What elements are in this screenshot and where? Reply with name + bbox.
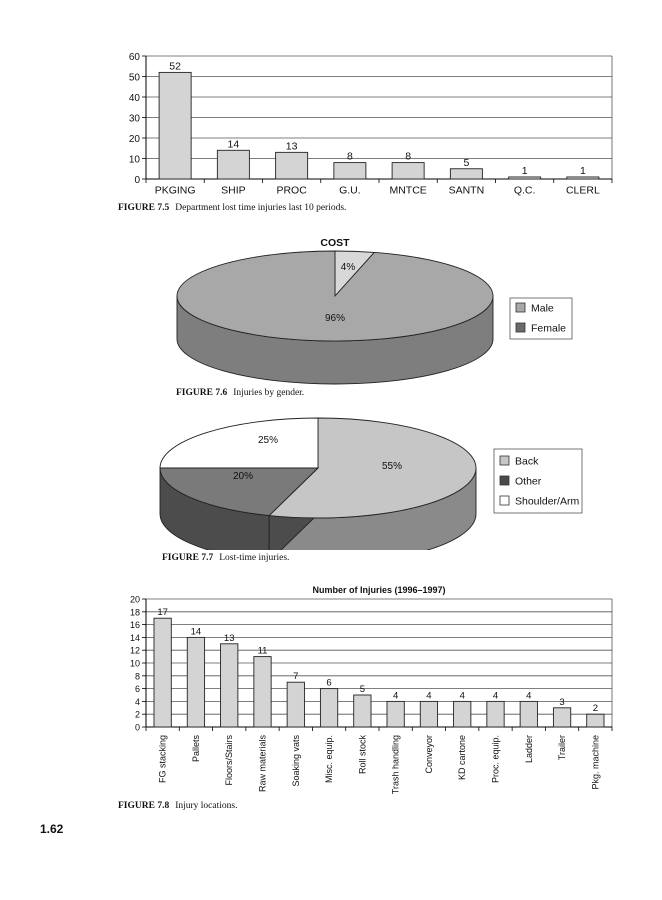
legend-label: Shoulder/Arm: [515, 495, 580, 508]
bar-value-label: 5: [359, 684, 366, 695]
legend-swatch: [500, 476, 509, 485]
pie-slice: [177, 251, 493, 341]
legend-swatch: [500, 456, 509, 465]
y-tick-label: 14: [129, 632, 140, 643]
bar: [450, 169, 482, 179]
bar: [587, 714, 604, 727]
chart-title: COST: [320, 237, 350, 249]
bar-value-label: 14: [190, 626, 202, 638]
x-category-label: FG stacking: [157, 735, 168, 784]
bar: [392, 163, 424, 179]
bar: [320, 689, 337, 727]
x-category-label: KD cartone: [457, 735, 468, 781]
x-category-label: Pallets: [190, 735, 201, 763]
bar: [221, 644, 238, 727]
y-tick-label: 10: [128, 154, 140, 166]
bar: [487, 701, 504, 727]
y-tick-label: 0: [134, 722, 140, 733]
y-tick-label: 30: [128, 113, 140, 125]
legend-swatch: [500, 496, 509, 505]
pie-slice-label: 4%: [340, 262, 356, 273]
pie-slice-label: 96%: [324, 313, 346, 324]
y-tick-label: 20: [129, 594, 140, 605]
y-tick-label: 0: [134, 175, 140, 186]
bar: [420, 701, 437, 727]
pie-slice-label: 20%: [232, 471, 254, 482]
x-category-label: Ladder: [523, 735, 534, 764]
x-category-label: PKGING: [154, 184, 196, 197]
bar: [387, 701, 404, 727]
bar: [454, 701, 471, 727]
x-category-label: Proc. equip.: [490, 735, 501, 784]
bar: [553, 708, 570, 727]
bar-value-label: 5: [463, 156, 470, 169]
bar-value-label: 13: [223, 632, 235, 644]
bar: [509, 177, 541, 179]
legend-label: Male: [531, 302, 554, 315]
figure-7-8-caption: [118, 801, 237, 811]
chart-title: Number of Injuries (1996–1997): [312, 585, 446, 595]
x-category-label: G.U.: [339, 184, 361, 197]
figure-7-6-label: FIGURE 7.6: [176, 388, 228, 398]
figure-7-5-text: Department lost time injuries last 10 periods.: [175, 203, 347, 213]
y-tick-label: 60: [128, 52, 140, 63]
x-category-label: Pkg. machine: [590, 735, 601, 790]
x-category-label: SANTN: [448, 184, 485, 197]
figure-7-5-label: FIGURE 7.5: [118, 203, 170, 213]
figure-7-6-caption: [176, 388, 304, 398]
bar: [217, 150, 249, 179]
bar-value-label: 2: [592, 703, 599, 715]
figure-7-8-text: Injury locations.: [175, 801, 238, 811]
bar: [254, 657, 271, 727]
bar-value-label: 11: [257, 645, 268, 657]
bar: [154, 618, 171, 727]
bar: [567, 177, 599, 179]
x-category-label: MNTCE: [389, 184, 427, 197]
bar: [187, 637, 204, 727]
y-tick-label: 8: [134, 671, 140, 682]
legend-swatch: [516, 303, 525, 312]
pie-slice-label: 25%: [257, 435, 279, 446]
x-category-label: Raw materials: [257, 735, 268, 793]
department-injuries-bar-chart: [0, 0, 662, 200]
bar: [159, 72, 191, 179]
y-tick-label: 16: [129, 620, 140, 631]
bar-value-label: 4: [459, 690, 465, 702]
y-tick-label: 10: [129, 658, 140, 669]
x-category-label: CLERL: [565, 184, 600, 197]
bar-value-label: 8: [405, 150, 412, 163]
y-tick-label: 50: [128, 72, 140, 84]
bar: [276, 152, 308, 179]
figure-7-7-label: FIGURE 7.7: [162, 553, 214, 563]
x-category-label: Q.C.: [513, 184, 536, 197]
bar-value-label: 3: [559, 696, 565, 708]
bar: [520, 701, 537, 727]
x-category-label: Soaking vats: [290, 735, 301, 787]
legend-label: Back: [515, 455, 539, 468]
injury-locations-bar-chart: [0, 580, 662, 800]
bar-value-label: 17: [157, 607, 168, 619]
x-category-label: Conveyor: [423, 735, 434, 774]
y-tick-label: 18: [129, 607, 140, 618]
x-category-label: Trailer: [557, 735, 568, 761]
y-tick-label: 20: [128, 134, 140, 145]
x-category-label: Misc. equip.: [324, 735, 335, 784]
bar-value-label: 13: [285, 140, 298, 153]
bar-value-label: 1: [579, 164, 586, 177]
page-number: 1.62: [40, 822, 64, 836]
figure-7-8-label: FIGURE 7.8: [118, 801, 170, 811]
lost-time-injuries-pie-chart: [0, 405, 662, 550]
y-tick-label: 12: [129, 645, 140, 656]
figure-7-6-text: Injuries by gender.: [233, 388, 305, 398]
legend-label: Female: [531, 322, 567, 335]
bar-value-label: 14: [227, 138, 240, 151]
bar-value-label: 4: [526, 690, 532, 702]
legend-label: Other: [515, 475, 542, 488]
x-category-label: Floors/Stairs: [224, 735, 235, 786]
figure-7-5-caption: [118, 203, 346, 213]
x-category-label: PROC: [276, 184, 307, 197]
bar: [354, 695, 371, 727]
pie-slice: [160, 418, 318, 468]
y-tick-label: 2: [134, 709, 140, 720]
bar-value-label: 6: [326, 677, 332, 689]
bar-value-label: 7: [293, 671, 299, 683]
x-category-label: SHIP: [221, 184, 246, 197]
bar: [334, 163, 366, 179]
y-tick-label: 6: [134, 684, 140, 695]
bar-value-label: 1: [521, 164, 528, 177]
bar-value-label: 8: [346, 150, 353, 163]
bar-value-label: 4: [492, 690, 499, 702]
x-category-label: Roll stock: [357, 735, 368, 775]
bar-value-label: 4: [392, 690, 399, 702]
bar-value-label: 4: [426, 690, 432, 702]
y-tick-label: 4: [134, 696, 140, 707]
injuries-by-gender-pie-chart: [0, 225, 662, 385]
bar-value-label: 52: [169, 60, 181, 73]
legend-swatch: [516, 323, 525, 332]
figure-7-7-caption: [162, 553, 289, 563]
pie-slice-label: 55%: [381, 461, 403, 472]
bar: [287, 682, 304, 727]
x-category-label: Trash handling: [390, 735, 401, 795]
y-tick-label: 40: [128, 93, 140, 104]
figure-7-7-text: Lost-time injuries.: [219, 553, 290, 563]
